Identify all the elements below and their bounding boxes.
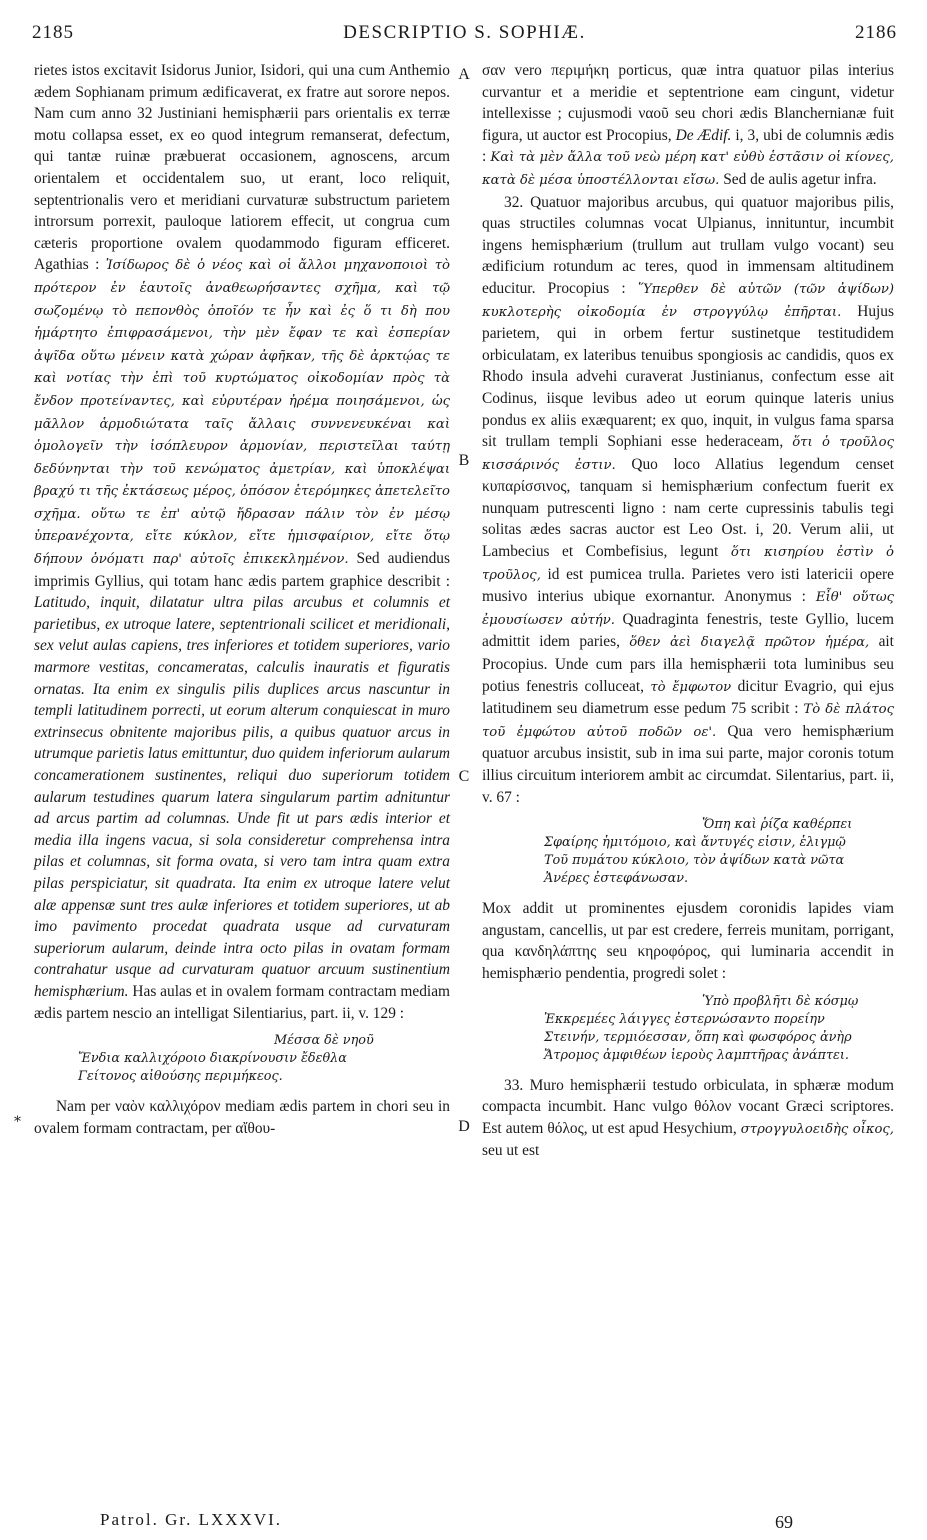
right-column bbox=[482, 60, 894, 1162]
right-paragraph-mox: Mox addit ut prominentes ejusdem coronidis lapides viam angustam, cancellis, ut par est credere, ferreis munitam, porrigant, qua κανδηλάπτης seu κηροφόρος, qui luminaria accendit in hemisphærio pendentia, progredi solet : bbox=[482, 900, 894, 982]
right-paragraph-1: σαν vero περιμήκη porticus, quæ intra quatuor pilas interius curvantur et a meridie et septentrione eam cingunt, videtur intellexisse ; cujusmodi ναοῦ seu chori ædis Blanchernianæ fuit figura, ut auctor est Procopius, De Ædif. i, 3, ubi de columnis ædis : Καὶ τὰ μὲν ἄλλα τοῦ νεὼ μέρη κατ' εὐθὺ ἑστᾶσιν οἱ κίονες, κατὰ δὲ μέσα ὑποστέλλονται εἴσω. Sed de aulis agetur infra. bbox=[482, 62, 894, 188]
greek-verse-left: Μέσσα δὲ νηοῦ Ἔνδια καλλιχόροιο διακρίνουσιν ἔδεθλα Γείτονος αἰθούσης περιμήκεος. bbox=[78, 1033, 374, 1085]
margin-letter-c: C bbox=[458, 768, 470, 785]
margin-letter-a: A bbox=[458, 66, 470, 83]
greek-verse-right-2: Ὑπὸ προβλῆτι δὲ κόσμῳ Ἐκκρεμέες λάιγγες ἐστερνώσαντο πορείην Στεινήν, τερμιόεσσαν, ὅπη καὶ φωσφόρος ἀνὴρ Ἄτρομος ἀμφιθέων ἱεροὺς λαμπτῆρας ἀνάπτει. bbox=[544, 993, 859, 1063]
page-number-right: 2186 bbox=[855, 22, 897, 43]
gyllius-quote: Latitudo, inquit, dilatatur ultra pilas arcubus et columnis et parietibus, ex utroque latere, septentrionali scilicet et meridionali, sex velut aulas capiens, tres inferiores et totidem superiores, vario marmore vestitas, concameratas, calculis inauratis et figuratis ornatas. Ita enim ex singulis pilis duplices arcus nascuntur in templi latitudinem porrecti, ut eorum alterum conquiescat in muro extrinsecus obnitente majoribus pilis, a quibus quatuor arcus in utrumque parietis latus emittuntur, duo quidem inferiorum aularum concamerationem sustinentes, reliqui duo superiorum totidem aularum testudines quarum latera singularum partim adnituntur ad arcus partim ad columnas. Unde fit ut pars ædis interior et media illa ingens vacua, si sola consideretur comprehensa intra pilas et columnas, sit forma ovata, si vero tam intra quam extra pilas perspiciatur, sit quadrata. Ita enim ex utroque latere velut alæ appensæ sunt tres aulæ inferiores et totidem superiores, ut ab imo pavimento procedat quadrata usque ad curvaturam superiorum aularum, deinde intra octo pilas in ovatam formam contrahatur usque ad curvaturam quatuor arcuum sustinentium hemisphærium. bbox=[34, 594, 450, 1000]
right-paragraph-32: 32. Quatuor majoribus arcubus, qui quatuor majoribus pilis, quas structiles columnas vocat Ulpianus, innituntur, incumbit ingens hemisphærium (trullum aut trullam vulgo vocant) seu ædificium rotundum ac teres, quod in immensam altitudinem educitur. Procopius : Ὕπερθεν δὲ αὐτῶν (τῶν ἀψίδων) κυκλοτερὴς οἰκοδομία ἐν στρογγύλῳ ἐπῆρται. Hujus parietem, qui in orbem fertur sustinetque testitudidem orbiculatam, ex lateribus tenuibus spongiosis ac candidis, quos ex Rhodo insula advehi curaverat Justinianus, confectum esse ait Codinus, iisque levibus adeo ut eorum quinque lateris unius pondus ex aliis exæquarent; ex quo, inquit, in vulgus fama sparsa sit trullam templi Sophiani esse hederaceam, ὅτι ὁ τροῦλος κισσάρινός ἐστιν. Quo loco Allatius legendum censet κυπαρίσσινος, tanquam si hemisphærium confectum fuerit ex nunquam putrescenti ligno : nam certe cupressinis tabulis tegi solitas ædes sacras auctor est Leo Ost. i, 20. Verum alii, ut Lambecius et Combefisius, legunt ὅτι κισηρίου ἐστὶν ὁ τροῦλος, id est pumicea trulla. Parietes vero isti latericii opere musivo interius ubique exornantur. Anonymus : Εἶθ' οὕτως ἐμουσίωσεν αὐτήν. Quadraginta fenestris, teste Gyllio, lucem admittit idem paries, ὅθεν ἀεὶ διαγελᾷ πρῶτον ἡμέρα, ait Procopius. Unde cum pars illa hemisphærii tota luminibus seu potius fenestris colluceat, τὸ ἔμφωτον dicitur Evagrio, qui ejus latitudinem seu diametrum esse pedum 75 scribit : Τὸ δὲ πλάτος τοῦ ἐμφώτου αὐτοῦ ποδῶν οε'. Qua vero hemisphærium quatuor arcubus insistit, sub in ima sui parte, major coronis totum illius circuitum interiorem ambit ac circumdat. Silentarius, part. ii, v. 67 : bbox=[482, 193, 895, 806]
page-number-left: 2185 bbox=[32, 22, 74, 43]
left-paragraph-1: rietes istos excitavit Isidorus Junior, Isidori, qui una cum Anthemio ædem Sophianam primum ædificaverat, ex fratre aut sorore nepos. Nam cum anno 32 Justiniani hemisphærii pars orientalis ex terræ motu collapsa esset, ex eo quod integrum remanserat, defectum, qui tantæ ruinæ præbuerat occasionem, agnoscens, arcum orientalem et occidentalem suo, ut erant, loco reliquit, septentrionalis vero et meridiani curvaturæ substructum parietem introrsum porrexit, pauloque latiorem effecit, ut congrua cum cæteris proportione ovalem quodammodo figuram efficeret. Agathias : Ἰσίδωρος δὲ ὁ νέος καὶ οἱ ἄλλοι μηχανοποιοὶ τὸ πρότερον ἐν ἑαυτοῖς ἀναθεωρήσαντες σχῆμα, καὶ τῷ σωζομένῳ τὸ πεπονθὸς ὁποῖόν τε ἦν καὶ ἐς ὅ τι δὴ που ἡμάρτητο ἐπιφρασάμενοι, τὴν μὲν ἔφαν τε καὶ ἑσπερίαν ἀψῖδα οὕτω μένειν κατὰ χώραν ἀφῆκαν, τῆς δὲ ἀρκτῴας τε καὶ νοτίας τὴν ἐπὶ τοῦ κυρτώματος οἰκοδομίαν πρὸς τὰ ἔνδον προτείναντες, καὶ εὐρυτέραν ἠρέμα ποιησάμενοι, ὡς μᾶλλον ἁρμοδιώτατα ταῖς ἄλλαις συννενευκέναι καὶ ὁμολογεῖν τὴν ἰσόπλευρον ἁρμονίαν, περιστεῖλαι ταύτῃ δεδύνηνται τὴν τοῦ κενώματος ἀμετρίαν, καὶ ὑποκλέψαι βραχύ τι τῆς ἐκτάσεως μέρος, ὁπόσον ἑτερόμηκες ἀπετελεῖτο σχῆμα. οὕτω τε ἐπ' αὐτῷ ἤδρασαν πάλιν τὸν ἐν μέσῳ ὑπερανέχοντα, εἴτε κύκλον, εἴτε ἡμισφαίριον, εἴτε ὅτῳ δήπουν ὀνόματι παρ' αὐτοῖς ἐπικεκλημένον. Sed audiendus imprimis Gyllius, qui totam hanc ædis partem graphice describit : Latitudo, inquit, dilatatur ultra pilas arcubus et columnis et parietibus, ex utroque latere, septentrionali scilicet et meridionali, sex velut aulas capiens, tres inferiores et totidem superiores, vario marmore vestitas, concameratas, calculis inauratis et figuratis ornatas. Ita enim ex singulis pilis duplices arcus nascuntur in templi latitudinem porrecti, ut eorum alterum conquiescat in muro extrinsecus obnitente majoribus pilis, a quibus quatuor arcus in utrumque parietis latus emittuntur, duo quidem inferiorum aularum concamerationem sustinentes, reliqui duo superiorum totidem aularum testudines quarum latera singularum partim adnituntur ad arcus partim ad columnas. Unde fit ut pars ædis interior et media illa ingens vacua, si sola consideretur comprehensa intra pilas et columnas, sit forma ovata, si vero tam intra quam extra pilas perspiciatur, sit quadrata. Ita enim ex utroque latere velut alæ appensæ sunt tres aulæ inferiores et totidem superiores, ut ab imo pavimento procedat quadrata usque ad curvaturam superiorum aularum, deinde intra octo pilas in ovatam formam contrahatur usque ad curvaturam quatuor arcuum sustinentium hemisphærium. Has aulas et in ovalem formam contractam mediam ædis partem nescio an intelligat Silentiarius, part. ii, v. 129 : bbox=[34, 62, 451, 1022]
left-column bbox=[34, 60, 450, 1139]
margin-asterisk: * bbox=[14, 1114, 21, 1130]
margin-letter-d: D bbox=[458, 1118, 470, 1135]
running-header bbox=[32, 22, 897, 56]
greek-quote-agathias: Ἰσίδωρος δὲ ὁ νέος καὶ οἱ ἄλλοι μηχανοποιοὶ τὸ πρότερον ἐν ἑαυτοῖς ἀναθεωρήσαντες σχῆμα, καὶ τῷ σωζομένῳ τὸ πεπονθὸς ὁποῖόν τε ἦν καὶ ἐς ὅ τι δὴ που ἡμάρτητο ἐπιφρασάμενοι, τὴν μὲν ἔφαν τε καὶ ἑσπερίαν ἀψῖδα οὕτω μένειν κατὰ χώραν ἀφῆκαν, τῆς δὲ ἀρκτῴας τε καὶ νοτίας τὴν ἐπὶ τοῦ κυρτώματος οἰκοδομίαν πρὸς τὰ ἔνδον προτείναντες, καὶ εὐρυτέραν ἠρέμα ποιησάμενοι, ὡς μᾶλλον ἁρμοδιώτατα ταῖς ἄλλαις συννενευκέναι καὶ ὁμολογεῖν τὴν ἰσόπλευρον ἁρμονίαν, περιστεῖλαι ταύτῃ δεδύνηνται τὴν τοῦ κενώματος ἀμετρίαν, καὶ ὑποκλέψαι βραχύ τι τῆς ἐκτάσεως μέρος, ὁπόσον ἑτερόμηκες ἀπετελεῖτο σχῆμα. οὕτω τε ἐπ' αὐτῷ ἤδρασαν πάλιν τὸν ἐν μέσῳ ὑπερανέχοντα, εἴτε κύκλον, εἴτε ἡμισφαίριον, εἴτε ὅτῳ δήπουν ὀνόματι παρ' αὐτοῖς ἐπικεκλημένον. bbox=[34, 258, 450, 568]
left-paragraph-2: Nam per ναὸν καλλιχόρον mediam ædis partem in chori seu in ovalem formam contractam, per αἴθου- bbox=[34, 1098, 450, 1137]
right-paragraph-33: 33. Muro hemisphærii testudo orbiculata, in sphæræ modum compacta incumbit. Hanc vulgo θόλον vocant Græci scriptores. Est autem θόλος, ut est apud Hesychium, στρογγυλοειδὴς οἶκος, seu ut est bbox=[482, 1076, 894, 1160]
running-title: DESCRIPTIO S. SOPHIÆ. bbox=[343, 22, 586, 43]
greek-verse-right-1: Ὅπη καὶ ῥίζα καθέρπει Σφαίρης ἡμιτόμοιο, καὶ ἄντυγές εἰσιν, ἑλιγμῷ Τοῦ πυμάτου κύκλοιο, τὸν ἀψίδων κατὰ νῶτα Ἀνέρες ἐστεφάνωσαν. bbox=[544, 817, 853, 887]
margin-letter-b: B bbox=[458, 452, 470, 469]
footer-series: Patrol. Gr. LXXXVI. bbox=[100, 1510, 283, 1529]
footer-signature: 69 bbox=[775, 1512, 793, 1532]
